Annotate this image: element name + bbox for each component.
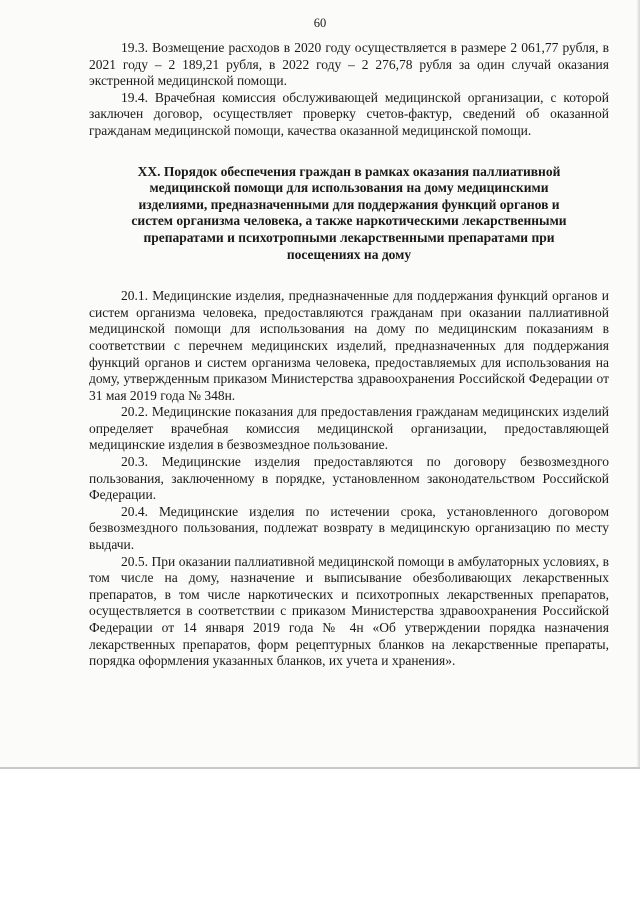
paragraph-20-5: 20.5. При оказании паллиативной медицинской помощи в амбулаторных условиях, в том числе на дому, назначение и выписывание обезболивающих лекарственных препаратов, в том числе наркотических и психотропных лекарственных препаратов, осуществляется в соответствии с приказом Министерства здравоохранения Российской Федерации от 14 января 2019 года № 4н «Об утверждении порядка назначения лекарственных препаратов, форм рецептурных бланков на лекарственные препараты, порядка оформления указанных бланков, их учета и хранения».	[89, 553, 609, 669]
scan-bottom-edge	[0, 767, 640, 769]
page-number: 60	[313, 16, 327, 30]
section-title: XX. Порядок обеспечения граждан в рамках оказания паллиативной медицинской помощи для использования на дому медицинскими изделиями, предназначенными для поддержания функций органов и систем организма человека, а также наркотическими лекарственными препаратами и психотропными лекарственными препаратами при посещениях на дому	[131, 163, 567, 262]
paragraph-19-4: 19.4. Врачебная комиссия обслуживающей медицинской организации, с которой заключен договор, осуществляет проверку счетов-фактур, сведений об оказанной гражданам медицинской помощи, качества оказанной медицинской помощи.	[89, 89, 609, 138]
paragraph-20-4: 20.4. Медицинские изделия по истечении срока, установленного договором безвозмездного пользования, подлежат возврату в медицинскую организацию по месту выдачи.	[89, 503, 609, 553]
paragraph-19-3: 19.3. Возмещение расходов в 2020 году осуществляется в размере 2 061,77 рубля, в 2021 году – 2 189,21 рубля, в 2022 году – 2 276,78 рубля за один случай оказания экстренной медицинской помощи.	[89, 40, 609, 89]
paragraph-20-1: 20.1. Медицинские изделия, предназначенные для поддержания функций органов и систем организма человека, предоставляются гражданам при оказании паллиативной медицинской помощи для использования на дому по медицинским показаниям в соответствии с перечнем медицинских изделий, предназначенных для поддержания функций органов и систем организма человека, предоставляемых для использования на дому, утвержденным приказом Министерства здравоохранения Российской Федерации от 31 мая 2019 года № 348н.	[89, 288, 609, 403]
paragraph-20-2: 20.2. Медицинские показания для предоставления гражданам медицинских изделий определяет врачебная комиссия медицинской организации, предоставляющей медицинские изделия в безвозмездное пользование.	[89, 404, 609, 453]
document-body	[89, 40, 609, 670]
paragraph-20-3: 20.3. Медицинские изделия предоставляются по договору безвозмездного пользования, заключенному в порядке, установленном законодательством Российской Федерации.	[89, 454, 609, 503]
